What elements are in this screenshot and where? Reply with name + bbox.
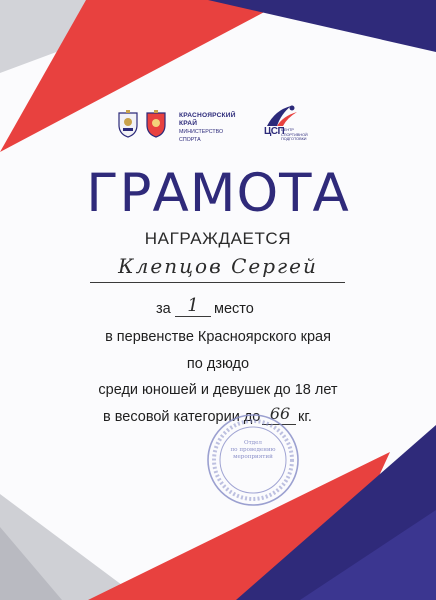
top-navy-triangle (208, 0, 436, 52)
sport-center-abbrev: ЦСП (264, 126, 285, 137)
certificate-title: ГРАМОТА (86, 163, 350, 224)
stamp-line2: по проведению (230, 447, 276, 453)
athlete-swoosh-icon (261, 104, 307, 128)
sport-center-name (281, 128, 307, 142)
city-coat-of-arms-icon (145, 110, 167, 138)
place-value: 1 (187, 295, 199, 316)
ministry-line1: МИНИСТЕРСТВО (179, 129, 224, 136)
place-suffix: место (214, 301, 254, 317)
age-group-line: среди юношей и девушек до 18 лет (98, 382, 338, 398)
sport-line: по дзюдо (186, 356, 250, 372)
recipient-underline (90, 282, 345, 283)
weight-suffix: кг. (298, 409, 312, 425)
stamp-line1: Отдел (244, 440, 262, 446)
sport-center-name-2: СПОРТИВНОЙ (281, 132, 308, 137)
header-logos (117, 104, 307, 148)
place-underline (175, 316, 211, 317)
stamp-line3: мероприятий (233, 454, 273, 460)
awarded-label: НАГРАЖДАЕТСЯ (144, 229, 292, 248)
region-coat-of-arms-icon (117, 110, 139, 138)
ministry-logo (179, 112, 259, 144)
sport-center-logo (261, 104, 307, 148)
region-name-line2: КРАЙ (179, 119, 198, 127)
region-name-line1: КРАСНОЯРСКИЙ (179, 112, 236, 119)
place-row (0, 295, 436, 320)
sport-center-name-3: ПОДГОТОВКИ (281, 137, 307, 142)
ministry-line2: СПОРТА (179, 137, 201, 144)
competition-line: в первенстве Красноярского края (105, 329, 331, 345)
stamp-center-text (226, 440, 280, 461)
place-prefix: за (156, 301, 171, 317)
weight-value: 66 (269, 404, 291, 423)
sport-center-name-1: ЦЕНТР (281, 128, 294, 132)
weight-prefix: в весовой категории до (103, 409, 261, 425)
recipient-name: Клепцов Сергей (118, 254, 318, 278)
